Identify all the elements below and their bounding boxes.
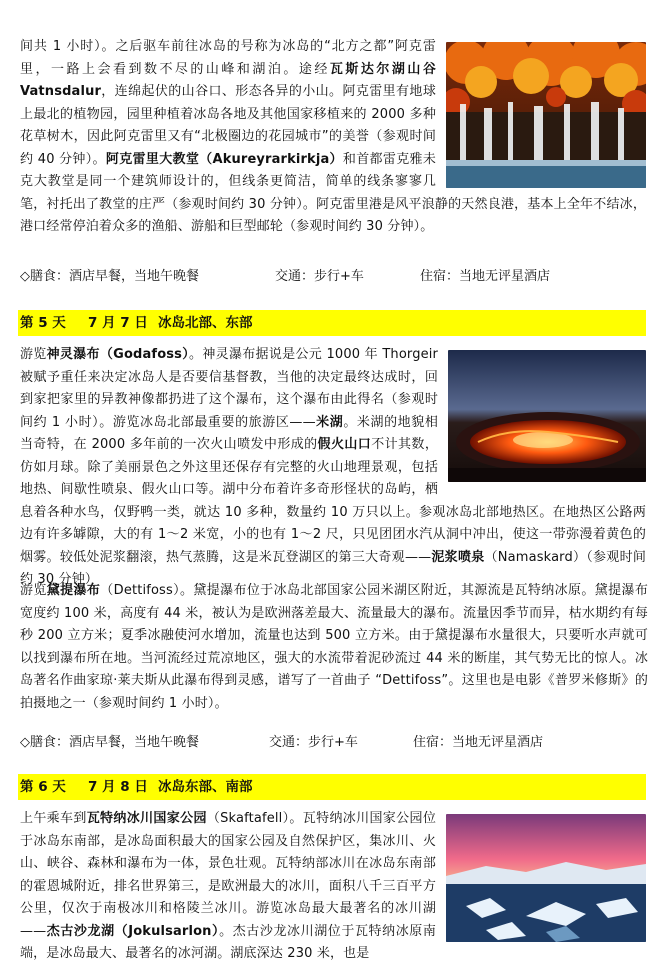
day4-info-row bbox=[20, 266, 648, 288]
day6-region: 冰岛东部、南部 bbox=[158, 779, 253, 795]
day6-day: 第 6 天 bbox=[20, 779, 66, 795]
meals-text: ◇膳食：酒店早餐，当地午晚餐 bbox=[20, 269, 199, 284]
text-run: 游览 bbox=[20, 347, 47, 362]
volcano-photo bbox=[448, 350, 646, 482]
text-run: 和首都雷克雅未克大教堂是同一个建筑师设计的，但线条更简洁，简单的线条寥寥几笔，衬托出了教堂的庄严（参观时间约 30 分钟）。阿克雷里港是风平浪静的天然良港，基本上全年不结冰，港口经常停泊着众多的渔船、游船和巨型邮轮（参观时间约 30 分钟）。 bbox=[20, 151, 646, 234]
day5-info-row bbox=[20, 732, 648, 754]
day5-paragraph-1 bbox=[20, 344, 646, 592]
text-run: （Namaskard）（参观时间约 30 分钟） bbox=[20, 549, 646, 587]
transport-text: 交通：步行+车 bbox=[275, 269, 364, 284]
day6-p1-text bbox=[20, 811, 436, 961]
text-run: 。米湖的地貌相当奇特，在 2000 多年前的一次火山喷发中形成的 bbox=[20, 414, 438, 452]
day4-paragraph bbox=[20, 36, 646, 239]
day5-day: 第 5 天 bbox=[20, 315, 66, 331]
bold-term: 瓦特纳冰川国家公园 bbox=[86, 811, 207, 826]
glacier-photo bbox=[446, 814, 646, 942]
day6-header bbox=[18, 774, 646, 800]
text-run: （Skaftafell）。瓦特纳冰川国家公园位于冰岛东南部，是冰岛面积最大的国家公园及自然保护区，集冰川、火山、峡谷、森林和瀑布为一体，景色壮观。瓦特纳部冰川在冰岛东南部的霍恩城附近，排名世界第三，是欧洲最大的冰川，面积八千三百平方公里，仅次于南极冰川和格陵兰冰川。游览冰岛最大最著名的冰川湖—— bbox=[20, 811, 436, 939]
day5-paragraph-2 bbox=[20, 580, 648, 715]
bold-term: 米湖 bbox=[315, 414, 344, 430]
bold-term: 瓦斯达尔湖山谷 Vatnsdalur bbox=[20, 61, 436, 99]
text-run: 不计其数，仿如月球。除了美丽景色之外这里还保存有完整的火山地理景观，包括地热、间歇性喷泉、假火山口等。湖中分布着许多奇形怪状的岛屿，栖息着各种水鸟，仅野鸭一类，就达 10 多种，数量约 10 万只以上。参观冰岛北部地热区。在地热区公路两边有许多罅隙，大的有 1～2 米宽，小的也有 1～2 尺，只见团团水汽从洞中冲出，使这一带弥漫着黄色的烟雾。较低处泥浆翻滚，热气蒸腾，这是米瓦登湖区的第三大奇观—— bbox=[20, 437, 646, 565]
day5-p2-text bbox=[20, 583, 648, 711]
text-run: ，连绵起伏的山谷口、形态各异的小山。阿克雷里有地球上最北的植物园，园里种植着冰岛各地及其他国家移植来的 2000 多种花草树木，因此阿克雷里又有“北极圈边的花园城市”的美誉（参观时间约 40 分钟）。 bbox=[20, 84, 436, 167]
bold-term: 假火山口 bbox=[317, 437, 372, 452]
meals-text: ◇膳食：酒店早餐，当地午晚餐 bbox=[20, 735, 199, 750]
day5-date: 7 月 7 日 bbox=[88, 315, 148, 331]
bold-term: 黛提瀑布 bbox=[46, 583, 101, 598]
waterfall-photo bbox=[446, 42, 646, 188]
bold-term: 神灵瀑布（Godafoss） bbox=[46, 347, 190, 362]
text-run: （Dettifoss）。黛提瀑布位于冰岛北部国家公园米湖区附近，其源流是瓦特纳冰原。黛提瀑布宽度约 100 米，高度有 44 米，被认为是欧洲落差最大、流量最大的瀑布。流量因季节而异，枯水期约有每秒 200 立方米；夏季冰融使河水增加，流量也达到 500 立方米。由于黛提瀑布水量很大，只要听水声就可以找到瀑布所在地。当河流经过荒凉地区，强大的水流带着泥砂流过 44 米的断崖，其气势无比的惊人。冰岛著名作曲家琼·莱夫斯从此瀑布得到灵感，谱写了一首曲子 “Dettifoss”。这里也是电影《普罗米修斯》的拍摄地之一（参观时间约 1 小时）。 bbox=[20, 583, 648, 711]
lodging-text: 住宿：当地无评星酒店 bbox=[420, 269, 551, 284]
text-run: 间共 1 小时）。之后驱车前往冰岛的号称为冰岛的“北方之都”阿克雷里，一路上会看到数不尽的山峰和湖泊。途经 bbox=[20, 39, 436, 77]
text-run: 。神灵瀑布据说是公元 1000 年 Thorgeir 被赋予重任来决定冰岛人是否要信基督教，当他的决定最终达成时，回到家把家里的异教神像都扔进了这个瀑布，这个瀑布由此得名（参观时间约 1 小时）。游览冰岛北部最重要的旅游区—— bbox=[20, 347, 438, 430]
text-run: 上午乘车到 bbox=[20, 811, 87, 826]
transport-text: 交通：步行+车 bbox=[269, 735, 358, 750]
text-run: 游览 bbox=[20, 583, 47, 598]
day6-paragraph-1 bbox=[20, 808, 646, 966]
bold-term: 杰古沙龙湖（Jokulsarlon） bbox=[46, 923, 220, 939]
lodging-text: 住宿：当地无评星酒店 bbox=[413, 735, 544, 750]
text-run: 。杰古沙龙冰川湖位于瓦特纳冰原南端，是冰岛最大、最著名的冰河湖。湖底深达 230 米，也是 bbox=[20, 923, 437, 961]
bold-term: 阿克雷里大教堂（Akureyrarkirkja） bbox=[105, 151, 343, 167]
day6-date: 7 月 8 日 bbox=[88, 779, 148, 795]
day5-region: 冰岛北部、东部 bbox=[158, 315, 253, 331]
day5-header bbox=[18, 310, 646, 336]
bold-term: 泥浆喷泉 bbox=[431, 549, 485, 565]
